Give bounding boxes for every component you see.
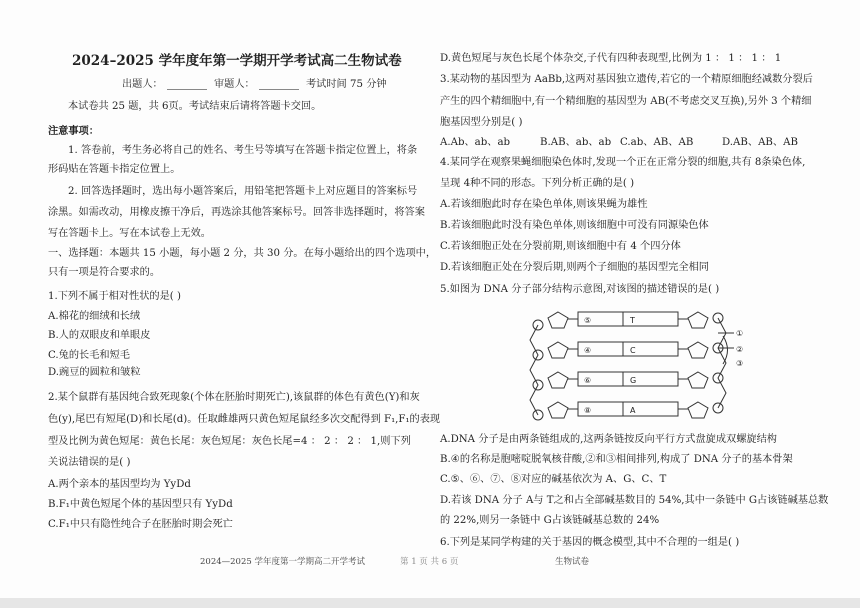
q2-option-d: D.黄色短尾与灰色长尾个体杂交,子代有四种表现型,比例为 1 ： 1 ： 1 ： 1	[440, 53, 782, 64]
q5-option-d-cont: 的 22%,则另一条链中 G占该链碱基总数的 24%	[440, 515, 660, 526]
q2-option-c: C.F₁中只有隐性纯合子在胚胎时期会死亡	[48, 519, 233, 530]
q2-option-a: A.两个亲本的基因型均为 YyDd	[48, 479, 191, 490]
structure-number: ⑧	[584, 406, 592, 415]
structure-number: ③	[736, 359, 744, 368]
structure-number: ④	[584, 346, 592, 355]
note-line: 形码贴在答题卡指定位置上。	[48, 164, 181, 175]
section-heading: 一、选择题：本题共 15 小题，每小题 2 分，共 30 分。在每小题给出的四个选项中，	[48, 248, 437, 259]
base-label: C	[630, 346, 636, 355]
base-label: G	[630, 376, 637, 385]
structure-number: ①	[736, 329, 744, 338]
q5-option-c: C.⑤、⑥、⑦、⑧对应的碱基依次为 A、G、C、T	[440, 474, 667, 485]
q3-option-a: A.Ab、ab、ab	[440, 137, 511, 148]
q4-option-b: B.若该细胞此时没有染色单体,则该细胞中可没有同源染色体	[440, 220, 709, 231]
note-line: 写在答题卡上。写在本试卷上无效。	[48, 228, 211, 239]
question-2-stem: 色(y),尾巴有短尾(D)和长尾(d)。任取雌雄两只黄色短尾鼠经多次交配得到 F₁,F₁的表现	[48, 414, 441, 425]
viewer-bottom-bar	[0, 598, 860, 608]
structure-number: ⑥	[584, 376, 592, 385]
q5-option-b: B.④的名称是胞嘧啶脱氧核苷酸,②和③相间排列,构成了 DNA 分子的基本骨架	[440, 454, 793, 465]
question-2-stem: 2.某个鼠群有基因纯合致死现象(个体在胚胎时期死亡),该鼠群的体色有黄色(Y)和灰	[48, 392, 420, 403]
note-line: 1. 答卷前，考生务必将自己的姓名、考生号等填写在答题卡指定位置上，将条	[68, 145, 418, 156]
note-line: 2. 回答选择题时，选出每小题答案后，用铅笔把答题卡上对应题目的答案标号	[68, 186, 418, 197]
q2-option-b: B.F₁中黄色短尾个体的基因型只有 YyDd	[48, 499, 233, 510]
q1-option-c: C.兔的长毛和短毛	[48, 350, 130, 361]
question-2-stem: 型及比例为黄色短尾：黄色长尾：灰色短尾：灰色长尾=4 ： 2 ： 2 ： 1,则下列	[48, 436, 411, 447]
q3-option-d: D.AB、AB、AB	[722, 137, 798, 148]
question-4-stem: 4.某同学在观察果蝇细胞染色体时,发现一个正在正常分裂的细胞,共有 8条染色体,	[440, 157, 806, 168]
footer-exam-name: 2024—2025 学年度第一学期高二开学考试	[200, 557, 365, 567]
base-label: T	[630, 316, 635, 325]
question-3-stem: 产生的四个精细胞中,有一个精细胞的基因型为 AB(不考虑交叉互换),另外 3 个精细	[440, 96, 812, 107]
base-label: A	[630, 406, 636, 415]
note-line: 涂黑。如需改动，用橡皮擦干净后，再选涂其他答案标号。回答非选择题时，将答案	[48, 207, 425, 218]
q3-option-c: C.ab、AB、AB	[620, 137, 694, 148]
section-heading: 只有一项是符合要求的。	[48, 267, 161, 278]
question-6-stem: 6.下列是某同学构建的关于基因的概念模型,其中不合理的一组是( )	[440, 537, 740, 548]
author-blank	[167, 79, 207, 90]
dna-structure-figure	[518, 300, 748, 430]
reviewer-blank	[259, 79, 299, 90]
footer-subject: 生物试卷	[555, 557, 590, 567]
question-2-stem: 关说法错误的是( )	[48, 457, 131, 468]
time-label: 考试时间 75 分钟	[306, 79, 387, 90]
question-3-stem: 胞基因型分别是( )	[440, 117, 523, 128]
author-label: 出题人：	[122, 79, 163, 90]
question-1-stem: 1.下列不属于相对性状的是( )	[48, 291, 181, 302]
q3-option-b: B.AB、ab、ab	[540, 137, 612, 148]
q4-option-c: C.若该细胞正处在分裂前期,则该细胞中有 4 个四分体	[440, 241, 681, 252]
structure-number: ②	[736, 345, 744, 354]
notes-heading: 注意事项：	[48, 125, 99, 137]
q1-option-a: A.棉花的细绒和长绒	[48, 311, 141, 322]
intro-text: 本试卷共 25 题，共 6页。考试结束后请将答题卡交回。	[68, 101, 322, 112]
meta-line	[122, 78, 387, 92]
question-3-stem: 3.某动物的基因型为 AaBb,这两对基因独立遗传,若它的一个精原细胞经减数分裂后	[440, 74, 813, 85]
question-4-stem: 呈现 4种不同的形态。下列分析正确的是( )	[440, 178, 635, 189]
question-5-stem: 5.如图为 DNA 分子部分结构示意图,对该图的描述错误的是( )	[440, 284, 720, 295]
footer-page-number: 第 1 页 共 6 页	[400, 557, 459, 567]
page-title: 2024–2025 学年度年第一学期开学考试高二生物试卷	[72, 53, 402, 69]
q5-option-d: D.若该 DNA 分子 A与 T之和占全部碱基数目的 54%,其中一条链中 G占该链碱基总数	[440, 495, 829, 506]
q1-option-d: D.豌豆的圆粒和皱粒	[48, 367, 141, 378]
q5-option-a: A.DNA 分子是由两条链组成的,这两条链按反向平行方式盘旋成双螺旋结构	[440, 434, 777, 445]
reviewer-label: 审题人：	[214, 79, 255, 90]
q4-option-d: D.若该细胞正处在分裂后期,则两个子细胞的基因型完全相同	[440, 262, 709, 273]
q1-option-b: B.人的双眼皮和单眼皮	[48, 330, 151, 341]
q4-option-a: A.若该细胞此时存在染色单体,则该果蝇为雄性	[440, 199, 648, 210]
structure-number: ⑤	[584, 316, 592, 325]
